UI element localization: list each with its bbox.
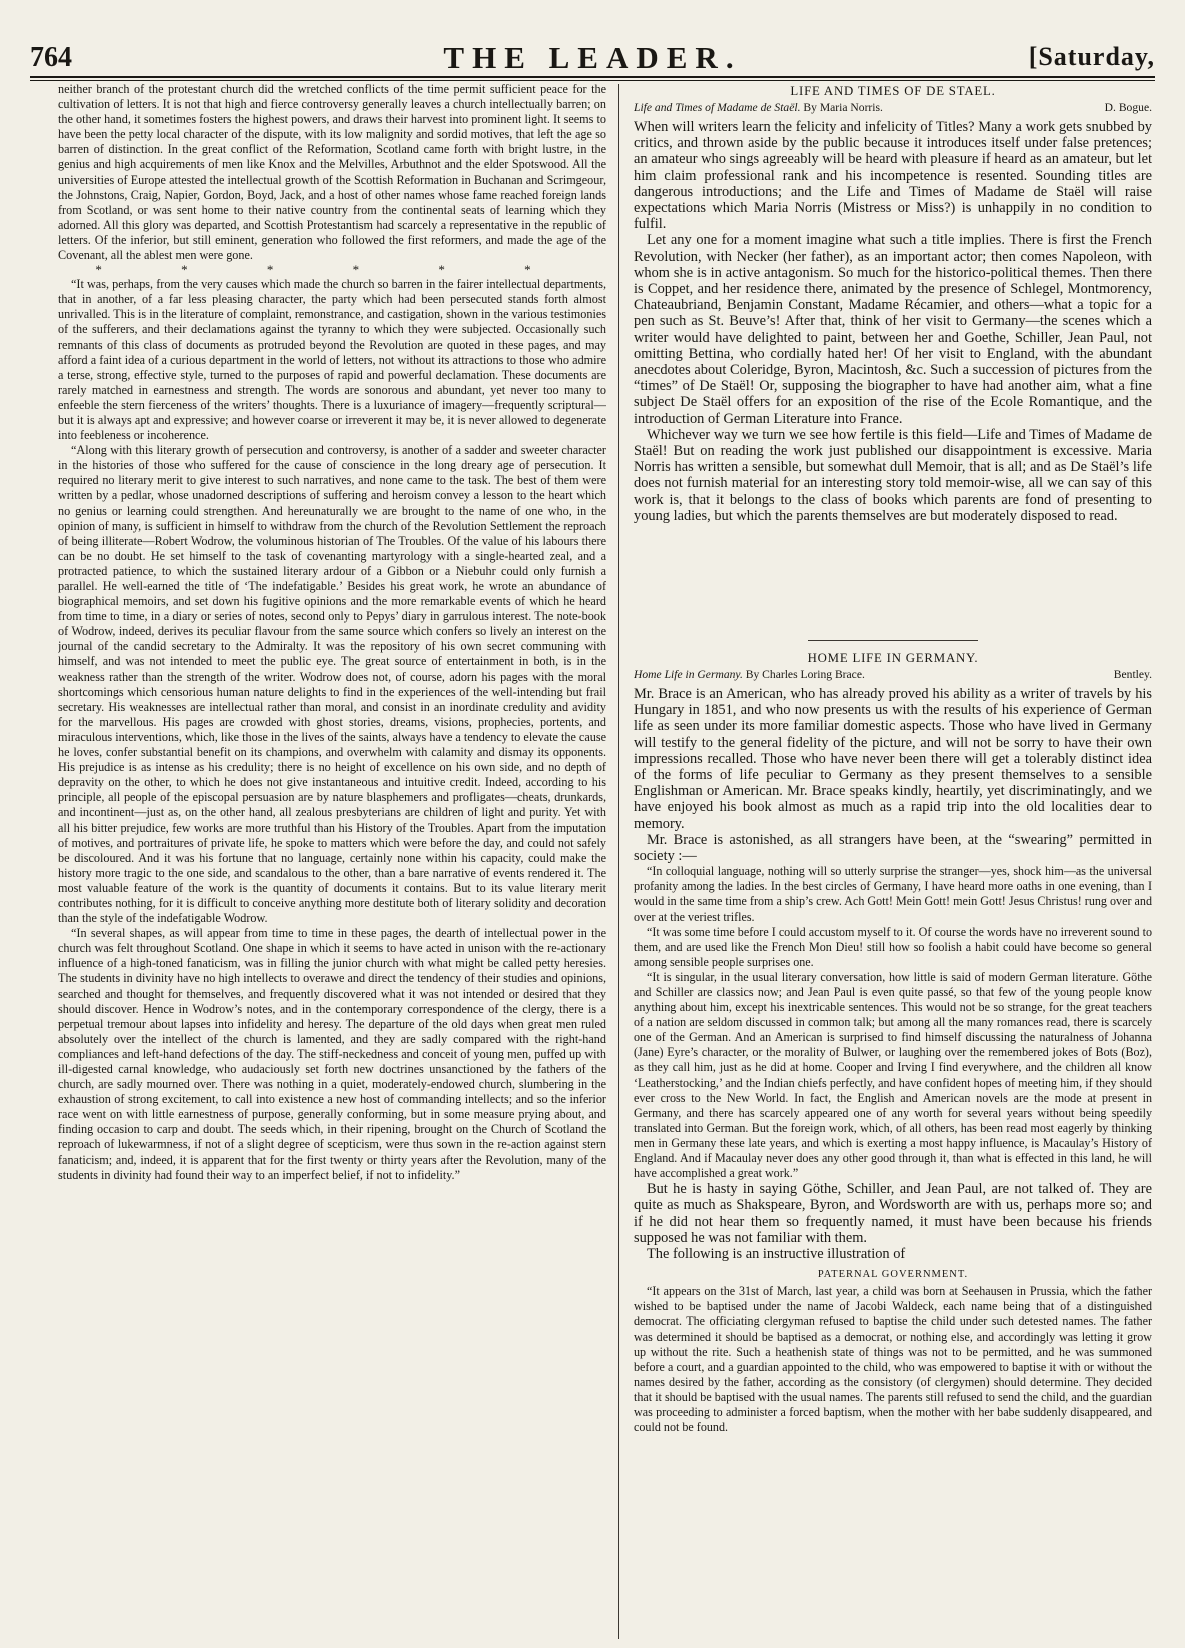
left-column: [58, 82, 606, 1638]
article-paragraph: neither branch of the protestant church did the wretched conflicts of the time permit sufficient peace for the cultivation of letters. It is not that high and fierce controversy generally leaves a church intellectually barren; on the other hand, it sometimes fosters the highest powers, and draws their harvest into prominent light. It seems to have been the petty local character of the dispute, with its low malignity and sordid motives, that left the age so barren of distinction. In the great conflict of the Reformation, Scotland came forth with bright lustre, in the genius and high acquirements of men like Knox and the Melvilles, Arbuthnot and the elder Spotswood. All the universities of Europe attested the intellectual growth of the Scottish Reformation in Buchanan and Scrimgeour, the Johnstons, Craig, Napier, Gordon, Boyd, Jack, and a host of other names whose fame reached foreign lands from Scotland, or was sent home to their native country from the continental seats of learning which they adorned. All this glory was departed, and Scottish Protestantism had scarcely a representative in the republic of letters. Of the inferior, but still eminent, generation who followed the first reformers, and made the age of the Covenant, all the ablest men were gone.: [58, 82, 606, 263]
review-paragraph: The following is an instructive illustration of: [647, 1246, 906, 1263]
review-paragraph: When will writers learn the felicity and infelicity of Titles? Many a work gets snubbed by critics, and thrown aside by the public because it introduces itself under false pretences; an amateur who sings agreeably will be heard with pleasure if heard as an amateur, but let him claim professional rank and his incompetence is resented. Sounding titles are dangerous introductions; and the Life and Times of Madame de Staël will raise expectations which Maria Norris (Mistress or Miss?) is unhappily in no condition to fulfil.: [634, 119, 1152, 233]
article-paragraph: “Along with this literary growth of persecution and controversy, is another of a sadder and sweeter character in the histories of those who suffered for the cause of conscience in the long dreary age of persecution. It required no literary merit to give interest to such narratives, and none came to the task. The best of them were written by a pedlar, whose unadorned descriptions of suffering and heroism convey a lesson to the heart which no genius or learning could strengthen. And hereunaturally we are brought to the name of one who, in the opinion of many, is sufficient in himself to withdraw from the church of the Revolution Settlement the reproach of being illiterate—Robert Wodrow, the voluminous historian of The Troubles. Of the value of his labours there can be no doubt. He set himself to the task of covenanting martyrology with a single-hearted zeal, and a protracted patience, to which the sustained literary ardour of a Gibbon or a Niebuhr could only furnish a parallel. He well-earned the title of ‘The indefatigable.’ Besides his great work, he wrote an abundance of biographical memoirs, and set down his fugitive opinions and the more remarkable events of which he heard from time to time, in a diary or series of notes, second only to Pepys’ diary in garrulous interest. The note-book of Wodrow, indeed, derives its peculiar flavour from the same source which confers so lively an interest on the journal of the candid secretary to the Admiralty. It was the repository of his own secret communing with himself, and was not intended to meet the public eye. The great source of entertainment in both, is in the weakness rather than the strength of the writer. Wodrow does not, of course, adorn his pages with the moral shortcomings which censorious human nature delights to find in the experiences of the well-intending but frail secretary. His weaknesses are intellectual rather than moral, and consist in an inordinate credulity and avidity for the marvellous. His pages are crowded with ghost stories, dreams, visions, prophecies, portents, and miraculous interventions, which, like those in the lives of the saints, always have a tendency to elevate the cause he loves, confer substantial benefit on its champions, and overwhelm with calamity and dismay its opponents. His prejudice is as intense as his credulity; there is no height of excellence on his own side, and no depth of depravity on the other, to which he does not give instantaneous and intuitive credit. Indeed, according to his principle, all people of the episcopal persuasion are by nature blasphemers and profligates—cheats, drunkards, and incontinent—just as, on the other hand, all zealous presbyterians are children of light and purity. Yet with all his bitter prejudice, few works are more truthful than his History of the Troubles. Apart from the imputation of motives, and portraitures of private life, he spoke to matters which were before the day, and could not safely be discoloured. And it was his fortune that no language, certainly none within his capacity, could make the history more tragic to the one side, and scandalous to the other, than a bare narrative of events rendered it. The most valuable feature of the work is the quantity of documents it contains. But to its value literary merit contributes nothing, for it is difficult to conceive anything more destitute both of literary solidity and decoration than the style of the indefatigable Wodrow.: [58, 443, 606, 926]
stael-review: [634, 84, 1152, 714]
review-paragraph: Mr. Brace is an American, who has already proved his ability as a writer of travels by his Hungary in 1851, and who now presents us with the results of his experience of German life as seen under its more familiar domestic aspects. Those who have lived in Germany will testify to the general fidelity of the picture, and will not be sorry to have their own impressions recalled. Those who have never been there will get a tolerably distinct idea of the forms of life peculiar to Germany as they present themselves to a sensible Englishman or American. Mr. Brace speaks kindly, heartily, yet discriminatingly, and we have enjoyed his book almost as much as a rapid trip into the old localities dear to memory.: [634, 686, 1152, 832]
book-publisher: Bentley.: [1113, 668, 1152, 681]
issue-day: [Saturday,: [1028, 42, 1155, 71]
review-paragraph: Let any one for a moment imagine what such a title implies. There is first the French Revolution, with Necker (her father), as an important actor; then comes Napoleon, with whom she is in active antagonism. So much for the historico-political themes. Then there is Coppet, and her residence there, animated by the presence of Schlegel, Montmorency, Chateaubriand, Benjamin Constant, Madame Récamier, and others—what a topic for a pen such as St. Beuve’s! After that, think of her visit to Germany—the scenes which a writer would have delighted to paint, between her and Goethe, Schiller, Jean Paul, not omitting Bettina, who cordially hated her! Of her visit to England, with the abundant anecdotes about Coleridge, Byron, Macintosh, &c. Such a succession of pictures from the “times” of De Staël! Or, supposing the biographer to have had another aim, what a fine subject De Staël offers for an exposition of the rise of the Ecole Romantique, and the introduction of German Literature into France.: [634, 232, 1152, 427]
section-break-stars: * * * * * *: [95, 262, 569, 278]
article-paragraph: “It was, perhaps, from the very causes which made the church so barren in the fairer intellectual departments, that in another, of a far less pleasing character, the party which had been persecuted stands forth almost unrivalled. This is in the literature of complaint, remonstrance, and castigation, shown in the various testimonies of the sufferers, and their declamations against the tyranny to which they were subjected. Occasionally such remnants of this class of documents as protruded beyond the Revolution are quoted in these pages, and may afford a faint idea of a curious department in the world of letters, not without its attractions to those who admire a terse, strong, effective style, turned to the purposes of rapid and powerful declamation. These documents are rarely matched in earnestness and strength. The words are sonorous and abundant, yet never too many to enfeeble the stern fierceness of the writers’ thoughts. There is a luxuriance of imagery—frequently scriptural—but it is always apt and expressive; and however coarse or irreverent it may be, it is never allowed to degenerate into feebleness or incoherence.: [58, 277, 606, 443]
quoted-paragraph: “It is singular, in the usual literary conversation, how little is said of modern German literature. Göthe and Schiller are classics now; and Jean Paul is even quite passé, so that few of the young people know anything about him, except his inextricable sentences. This would not be so strange, for the great teachers of a nation are seldom discussed in common talk; but among all the many romances read, there is scarcely one of the German. And an American is surprised to find himself discussing the naturalness of Johanna (Jane) Eyre’s character, or the morality of Bulwer, or laughing over the remembered jokes of Bots (Boz), as they call him, just as he did at home. Cooper and Irving I find everywhere, and the children all know ‘Leatherstocking,’ and the Indian chiefs perfectly, and have confident hopes of meeting him, if they should ever cross to the New World. In fact, the English and American novels are the mode at present in Germany, and there has scarcely appeared one of any worth for several years without being speedily translated into German. But the foreign work, which, of all others, has been read most eagerly by thinking men in Germany these late years, and which is exerting a most happy influence, is Macaulay’s History of England. And if Macaulay never does any other good through it, than what is effected in this land, he will have accomplished a great work.”: [634, 969, 1152, 1181]
review-paragraph: Whichever way we turn we see how fertile is this field—Life and Times of Madame de Staël! But on reading the work just published our disappointment is excessive. Maria Norris has written a sensible, but somewhat dull Memoir, that is all; and as De Staël’s life does not furnish material for an interesting story told memoir-wise, all we can say of this work is, that it belongs to the class of books which parents are fond of presenting to young ladies, but which the parents themselves are but moderately disposed to read.: [634, 426, 1152, 524]
review-heading: LIFE AND TIMES OF DE STAEL.: [790, 84, 996, 98]
masthead-rule-thin: [30, 80, 1155, 81]
article-separator: [808, 640, 978, 641]
newspaper-title: THE LEADER.: [443, 40, 742, 75]
review-paragraph: But he is hasty in saying Göthe, Schiller, and Jean Paul, are not talked of. They are quite as much as Shakspeare, Byron, and Wordsworth are with us, perhaps more so; and if he did not hear them so frequently named, it must have been because his friends supposed he was not familiar with them.: [634, 1181, 1152, 1246]
review-paragraph: Mr. Brace is astonished, as all strangers have been, at the “swearing” permitted in society :—: [634, 831, 1152, 865]
book-title: Home Life in Germany.: [634, 668, 743, 681]
bibliography-line: [634, 101, 1152, 115]
masthead-rule: [30, 76, 1155, 78]
masthead: [30, 40, 1155, 74]
review-heading: HOME LIFE IN GERMANY.: [807, 651, 979, 665]
quoted-paragraph: “It appears on the 31st of March, last year, a child was born at Seehausen in Prussia, which the father wished to be baptised under the name of Jacobi Waldeck, each name being that of a distinguished democrat. The officiating clergyman refused to baptise the child under such detested names. The father was determined it should be baptised as a democrat, or nothing else, and accordingly was letting it grow up without the rite. Such a heathenish state of things was not to be permitted, and he was summoned before a court, and a guardian appointed to the child, who was empowered to baptise it with or without the names desired by the father, according as the consistory (of clergymen) should determine. They decided that it should be baptised with the usual names. The parents still refused to send the child, and the guardian was proceeding to administer a forced baptism, when the mother with her babe suddenly disappeared, and could not be found.: [634, 1284, 1152, 1435]
quoted-paragraph: “In colloquial language, nothing will so utterly surprise the stranger—yes, shock him—as the universal profanity among the ladies. In the best circles of Germany, I have heard more oaths in one evening, than I would in the same time from a ship’s crew. Ach Gott! Mein Gott! mein Gott! Jesus Christus! rung over and over at the veriest trifles.: [634, 864, 1152, 924]
germany-review: [634, 628, 1152, 1638]
article-paragraph: “In several shapes, as will appear from time to time in these pages, the dearth of intellectual power in the church was felt throughout Scotland. One shape in which it seems to have acted in unison with the re-actionary influence of a high-toned fanaticism, was in filling the junior church with what might be called petty heresies. The students in divinity have no high intellects to overawe and direct the tendency of their studies and opinions, searched and thought for themselves, and frequently discovered what it was not intended or desired that they should discover. Hence in Wodrow’s notes, and in the contemporary correspondence of the clergy, there is a perpetual tremour about lapses into infidelity and heresy. The departure of the old days when great men ruled absolutely over the intellect of the church is lamented, and they are sadly compared with the right-hand compliances and left-hand defections of the day. The stiff-neckedness and conceit of young men, puffed up with ill-digested carnal knowledge, who audaciously set forth new doctrines unsanctioned by the fathers of the church, are sadly mourned over. There was nothing in a quiet, moderately-endowed church, slumbering in the exhaustion of strong excitement, to call into existence a new host of commanding intellects; and so the inferior race went on with little earnestness of purpose, generally conforming, but in some measure prying about, and finding occasion to carp and doubt. The seeds which, in their ripening, brought on the Church of Scotland the reproach of lukewarmness, if not of a slight degree of scepticism, were thus sown in the re-action against stern fanaticism; and, indeed, it is apparent that for the first twenty or thirty years after the Revolution, many of the students in divinity had found their way to an imperfect belief, if not to infidelity.”: [58, 926, 606, 1182]
page-number: 764: [30, 42, 72, 73]
book-title: Life and Times of Madame de Staël.: [634, 101, 801, 114]
book-publisher: D. Bogue.: [1104, 101, 1152, 114]
sub-heading: PATERNAL GOVERNMENT.: [817, 1269, 969, 1281]
book-author: By Maria Norris.: [803, 101, 883, 114]
book-author: By Charles Loring Brace.: [745, 668, 865, 681]
bibliography-line: [634, 668, 1152, 682]
column-divider: [618, 84, 619, 1639]
quoted-paragraph: “It was some time before I could accustom myself to it. Of course the words have no irreverent sound to them, and are used like the French Mon Dieu! still how so foolish a habit could have become so general among sensible people surprises one.: [634, 924, 1152, 969]
